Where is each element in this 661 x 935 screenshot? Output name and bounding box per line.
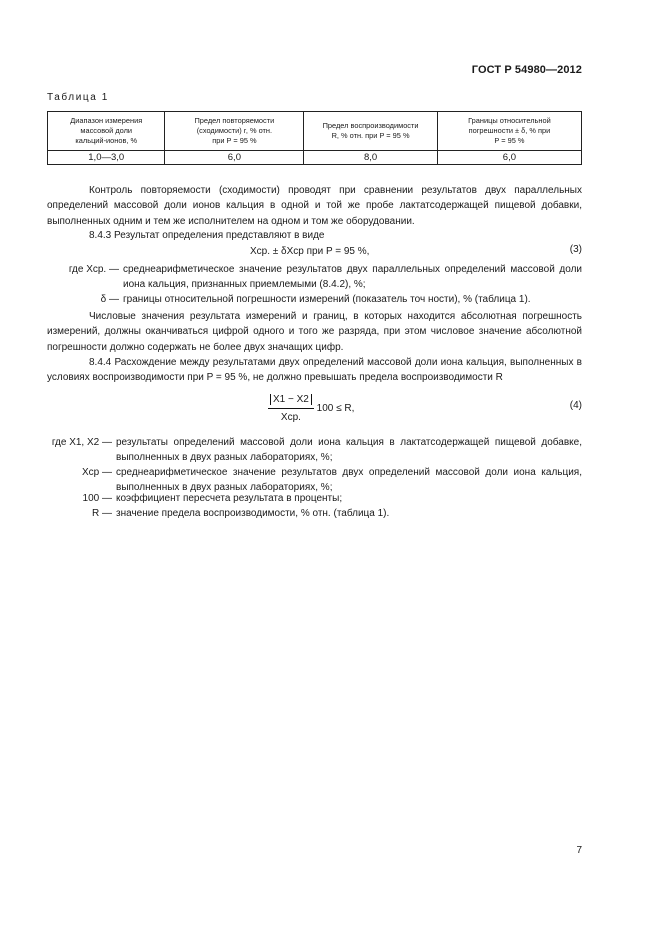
definition-label: Xср — <box>81 467 112 478</box>
paragraph-8-4-4: 8.4.4 Расхождение между результатами двух определений массовой доли иона кальция, выполненных в условиях воспроизводимости при P = 95 %, не должно превышать предела воспроизводимости R <box>47 357 582 384</box>
definition-text: среднеарифметическое значение результатов двух параллельных определений массовой доли иона кальция, признанных приемлемыми (8.4.2), %; <box>123 264 582 290</box>
header-cell-reproducibility: Предел воспроизводимости R, % отн. при P = 95 % <box>304 112 438 151</box>
table-cell: 1,0—3,0 <box>48 151 165 165</box>
definition-text: среднеарифметическое значение результатов двух определений массовой доли иона кальция, выполненных в двух разных лабораториях, %; <box>116 467 582 493</box>
definition-text: значение предела воспроизводимости, % отн. (таблица 1). <box>116 508 390 519</box>
formula-4 <box>268 392 354 425</box>
formula-3-number: (3) <box>569 244 582 255</box>
table-row <box>48 151 582 165</box>
paragraph-8-4-3: 8.4.3 Результат определения представляют в виде <box>89 230 325 241</box>
table-cell: 6,0 <box>165 151 304 165</box>
table-cell: 8,0 <box>304 151 438 165</box>
definition-text: коэффициент пересчета результата в проценты; <box>116 493 343 504</box>
paragraph-repeatability-control: Контроль повторяемости (сходимости) проводят при сравнении результатов двух параллельных определений массовой доли ионов кальция в одной и той же пробе лактатсодержащей пищевой добавки, выполненных одним и тем же исполнителем на одном и том же оборудовании. <box>47 185 582 227</box>
table-cell: 6,0 <box>437 151 581 165</box>
definition-text: результаты определений массовой доли иона кальция в лактатсодержащей пищевой добавке, выполненных в двух разных лабораториях, %; <box>116 437 582 463</box>
definition-label: где X1, X2 — <box>51 437 112 448</box>
formula-3: Xср. ± δXср при P = 95 %, <box>250 246 370 257</box>
header-cell-range: Диапазон измерения массовой доли кальций-ионов, % <box>48 112 165 151</box>
document-id-header: ГОСТ Р 54980—2012 <box>471 64 582 76</box>
table-header-row <box>48 112 582 151</box>
precision-table <box>47 111 582 165</box>
definition-text: границы относительной погрешности измерений (показатель точ ности), % (таблица 1). <box>123 294 531 305</box>
formula-4-denominator: Xср. <box>280 412 301 423</box>
definition-label: δ — <box>100 294 119 305</box>
header-cell-repeatability: Предел повторяемости (сходимости) r, % отн. при P = 95 % <box>165 112 304 151</box>
formula-4-numerator: X1 − X2 <box>270 394 312 405</box>
paragraph-numeric-values: Числовые значения результата измерений и границ, в которых находится абсолютная погрешность измерений, должны оканчиваться цифрой одного и того же разряда, при этом числовое значение абсолютной погрешности должно содержать не более двух значащих цифр. <box>47 311 582 353</box>
definition-label: 100 — <box>82 493 112 504</box>
formula-4-fraction <box>268 392 314 425</box>
header-cell-error-bounds: Границы относительной погрешности ± δ, % при P = 95 % <box>437 112 581 151</box>
formula-4-number: (4) <box>569 400 582 411</box>
definition-label: R — <box>92 508 112 519</box>
definition-label: где Xср. — <box>68 264 119 275</box>
formula-4-tail: 100 ≤ R, <box>316 403 355 415</box>
page-number: 7 <box>576 845 582 856</box>
table-caption: Таблица 1 <box>47 92 109 103</box>
